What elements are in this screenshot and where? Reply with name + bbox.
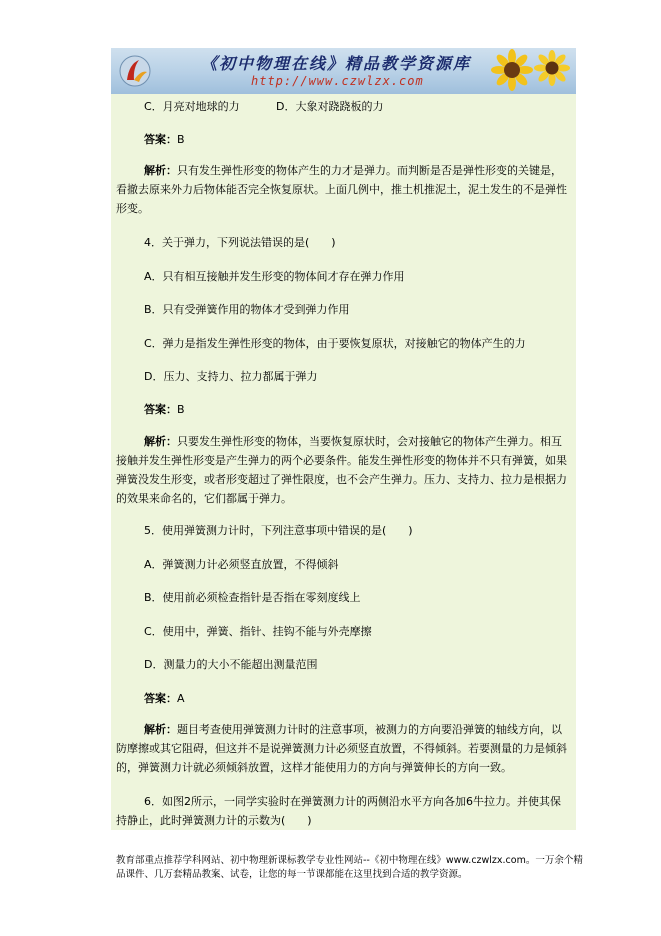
answer-value: A [177, 692, 185, 705]
q4-option-c: C．弹力是指发生弹性形变的物体，由于要恢复原状，对接触它的物体产生的力 [144, 337, 526, 350]
q5-option-b: B．使用前必须检查指针是否指在零刻度线上 [144, 591, 361, 604]
answer-value: B [177, 403, 185, 416]
footer-note: 教育部重点推荐学科网站、初中物理新课标教学专业性网站--《初中物理在线》www.czwlzx.com。一万余个精品课件、几万套精品教案、试卷，让您的每一节课都能在这里找到合适的教学资源。 [116, 855, 583, 880]
q5-answer [144, 692, 185, 706]
q5-option-c: C．使用中，弹簧、指针、挂钩不能与外壳摩擦 [144, 625, 372, 638]
q4-answer [144, 403, 185, 417]
answer-label: 答案： [144, 403, 177, 416]
q5-stem: 5．使用弹簧测力计时，下列注意事项中错误的是( ) [144, 524, 413, 537]
q3-option-d: D．大象对跷跷板的力 [276, 100, 384, 113]
q4-stem: 4．关于弹力，下列说法错误的是( ) [144, 236, 336, 249]
explanation-text: 只要发生弹性形变的物体，当要恢复原状时，会对接触它的物体产生弹力。相互接触并发生弹性形变是产生弹力的两个必要条件。能发生弹性形变的物体并不只有弹簧，如果弹簧没发生形变，或者形变超过了弹性限度，也不会产生弹力。压力、支持力、拉力是根据力的效果来命名的，它们都属于弹力。 [116, 435, 567, 505]
q3-option-c: C．月亮对地球的力 [144, 100, 240, 113]
q5-option-a: A．弹簧测力计必须竖直放置，不得倾斜 [144, 558, 339, 571]
sunflower-icon [482, 48, 572, 94]
q4-option-d: D．压力、支持力、拉力都属于弹力 [144, 370, 318, 383]
answer-label: 答案： [144, 692, 177, 705]
site-logo-icon [117, 54, 153, 88]
explanation-text: 只有发生弹性形变的物体产生的力才是弹力。而判断是否是弹性形变的关键是，看撤去原来外力后物体能否完全恢复原状。上面几例中，推土机推泥土，泥土发生的不是弹性形变。 [116, 164, 567, 215]
banner-title: 《初中物理在线》精品教学资源库 [201, 54, 472, 73]
header-banner [111, 48, 576, 94]
q6-stem: 6．如图2所示，一同学实验时在弹簧测力计的两侧沿水平方向各加6牛拉力。并使其保持静止，此时弹簧测力计的示数为( ) [116, 795, 561, 827]
q5-option-d: D．测量力的大小不能超出测量范围 [144, 658, 318, 671]
q4-explanation [116, 432, 571, 508]
explanation-label: 解析： [144, 723, 177, 736]
explanation-label: 解析： [144, 164, 177, 177]
banner-url: http://www.czwlzx.com [251, 74, 424, 88]
q5-explanation [116, 720, 571, 777]
explanation-text: 题目考查使用弹簧测力计时的注意事项，被测力的方向要沿弹簧的轴线方向，以防摩擦或其它阻碍，但这并不是说弹簧测力计必须竖直放置，不得倾斜。若要测量的力是倾斜的，弹簧测力计就必须倾斜放置，这样才能使用力的方向与弹簧伸长的方向一致。 [116, 723, 567, 774]
q4-option-a: A．只有相互接触并发生形变的物体间才存在弹力作用 [144, 270, 405, 283]
explanation-label: 解析： [144, 435, 177, 448]
q3-explanation [116, 161, 571, 218]
answer-value: B [177, 133, 185, 146]
answer-label: 答案： [144, 133, 177, 146]
q3-answer [144, 133, 185, 147]
q4-option-b: B．只有受弹簧作用的物体才受到弹力作用 [144, 303, 350, 316]
